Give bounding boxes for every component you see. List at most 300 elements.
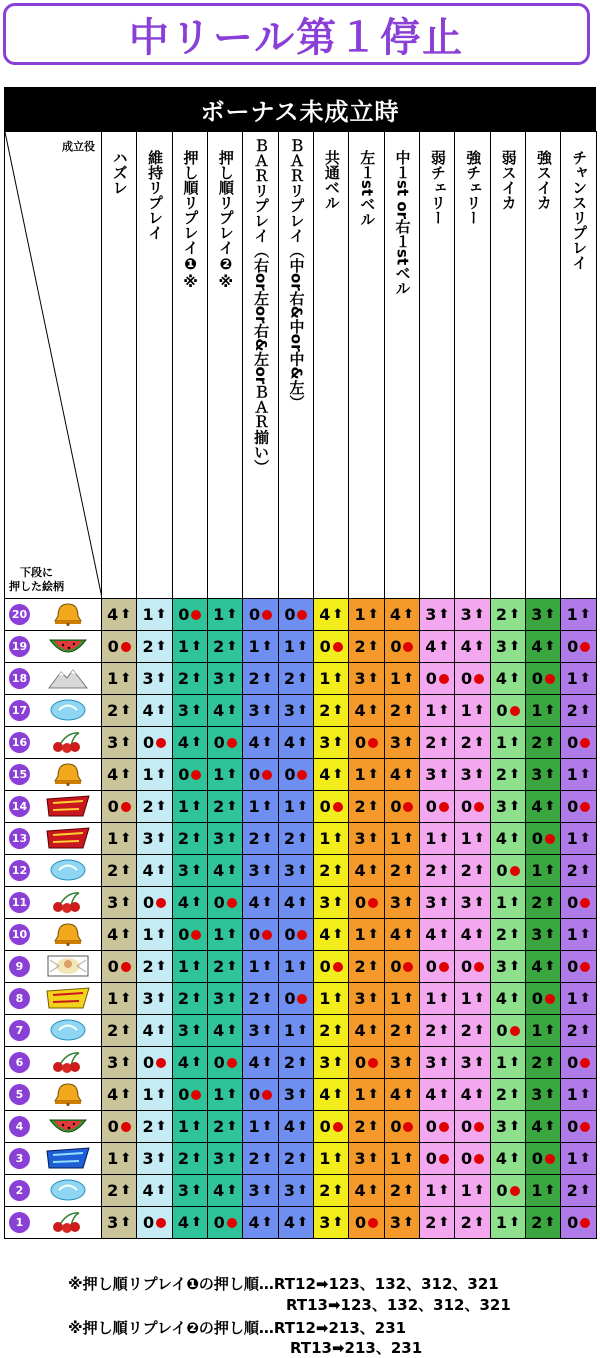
value-cell xyxy=(172,1015,207,1047)
slip-count: 0 xyxy=(390,797,402,816)
up-arrow-icon: ⬆ xyxy=(473,831,485,846)
column-header xyxy=(278,132,313,599)
slip-count: 1 xyxy=(425,829,437,848)
up-arrow-icon: ⬆ xyxy=(544,735,556,750)
slip-count: 2 xyxy=(531,733,543,752)
table-row xyxy=(5,1047,597,1079)
value-cell xyxy=(243,951,278,983)
up-arrow-icon: ⬆ xyxy=(155,1087,167,1102)
up-arrow-icon: ⬆ xyxy=(544,1119,556,1134)
value-cell xyxy=(208,599,243,631)
slip-count: 2 xyxy=(389,701,402,720)
value-cell xyxy=(490,1175,525,1207)
row-number-badge: 1 xyxy=(9,1212,30,1233)
value-cell xyxy=(137,823,172,855)
slip-count: 2 xyxy=(566,1181,578,1200)
up-arrow-icon: ⬆ xyxy=(403,927,414,942)
value-cell xyxy=(526,855,561,887)
row-label xyxy=(5,599,102,631)
reel-table xyxy=(4,131,597,1239)
value-cell xyxy=(278,855,313,887)
value-cell xyxy=(314,599,349,631)
row-number-badge: 4 xyxy=(9,1116,30,1137)
value-cell xyxy=(243,1111,278,1143)
value-cell xyxy=(490,1015,525,1047)
up-arrow-icon: ⬆ xyxy=(297,1023,308,1038)
slip-count: 0 xyxy=(107,797,119,816)
stop-dot-icon xyxy=(580,1058,590,1068)
replay-icon xyxy=(45,1178,91,1202)
slip-count: 3 xyxy=(425,605,437,624)
value-cell xyxy=(208,1079,243,1111)
slip-count: 1 xyxy=(107,669,119,688)
up-arrow-icon: ⬆ xyxy=(403,1183,414,1198)
up-arrow-icon: ⬆ xyxy=(403,671,414,686)
value-cell xyxy=(102,855,137,887)
column-header-label: 弱スイカ xyxy=(499,150,518,210)
up-arrow-icon: ⬆ xyxy=(332,1183,344,1198)
slip-count: 0 xyxy=(461,669,473,688)
slip-count: 3 xyxy=(177,861,189,880)
value-cell xyxy=(384,727,419,759)
up-arrow-icon: ⬆ xyxy=(367,1023,379,1038)
value-cell xyxy=(243,663,278,695)
stop-dot-icon xyxy=(227,898,237,908)
value-cell xyxy=(526,1079,561,1111)
slip-count: 4 xyxy=(142,1021,154,1040)
value-cell xyxy=(384,1143,419,1175)
table-corner xyxy=(5,132,102,599)
value-cell xyxy=(137,1111,172,1143)
slip-count: 3 xyxy=(531,1085,543,1104)
slip-count: 4 xyxy=(319,765,331,784)
slip-count: 0 xyxy=(567,637,579,656)
up-arrow-icon: ⬆ xyxy=(332,1151,344,1166)
slip-count: 4 xyxy=(319,925,331,944)
slip-count: 0 xyxy=(319,797,331,816)
value-cell xyxy=(314,919,349,951)
slip-count: 1 xyxy=(107,989,119,1008)
value-cell xyxy=(208,919,243,951)
slip-count: 4 xyxy=(495,669,508,688)
value-cell xyxy=(349,759,384,791)
stop-dot-icon xyxy=(262,930,272,940)
up-arrow-icon: ⬆ xyxy=(190,735,202,750)
column-header xyxy=(172,132,207,599)
value-cell xyxy=(102,1175,137,1207)
value-cell xyxy=(490,823,525,855)
slip-count: 0 xyxy=(284,989,296,1008)
value-cell xyxy=(561,1143,596,1175)
value-cell xyxy=(420,791,455,823)
row-number-badge: 16 xyxy=(9,732,30,753)
slip-count: 0 xyxy=(213,1053,225,1072)
value-cell xyxy=(102,791,137,823)
value-cell xyxy=(526,759,561,791)
value-cell xyxy=(349,1047,384,1079)
value-cell xyxy=(137,599,172,631)
up-arrow-icon: ⬆ xyxy=(544,799,556,814)
value-cell xyxy=(278,887,313,919)
value-cell xyxy=(420,983,455,1015)
value-cell xyxy=(561,887,596,919)
up-arrow-icon: ⬆ xyxy=(579,863,591,878)
slip-count: 0 xyxy=(178,925,190,944)
up-arrow-icon: ⬆ xyxy=(120,671,132,686)
value-cell xyxy=(384,599,419,631)
row-label xyxy=(5,823,102,855)
up-arrow-icon: ⬆ xyxy=(226,927,238,942)
value-cell xyxy=(420,1175,455,1207)
value-cell xyxy=(420,951,455,983)
row-label xyxy=(5,695,102,727)
slip-count: 0 xyxy=(567,1053,579,1072)
up-arrow-icon: ⬆ xyxy=(120,927,132,942)
slip-count: 2 xyxy=(389,1181,402,1200)
slip-count: 1 xyxy=(283,957,295,976)
value-cell xyxy=(420,1047,455,1079)
up-arrow-icon: ⬆ xyxy=(120,767,132,782)
slip-count: 1 xyxy=(354,925,366,944)
value-cell xyxy=(526,1207,561,1239)
up-arrow-icon: ⬆ xyxy=(438,863,450,878)
stop-dot-icon xyxy=(403,962,413,972)
slip-count: 1 xyxy=(283,797,295,816)
value-cell xyxy=(172,983,207,1015)
row-number-badge: 17 xyxy=(9,700,30,721)
stop-dot-icon xyxy=(121,1122,131,1132)
up-arrow-icon: ⬆ xyxy=(120,1055,132,1070)
up-arrow-icon: ⬆ xyxy=(332,1215,344,1230)
up-arrow-icon: ⬆ xyxy=(190,959,202,974)
slip-count: 2 xyxy=(283,1149,295,1168)
slip-count: 4 xyxy=(107,605,119,624)
up-arrow-icon: ⬆ xyxy=(120,1215,132,1230)
slip-count: 4 xyxy=(107,1085,119,1104)
slip-count: 0 xyxy=(248,1085,261,1104)
value-cell xyxy=(314,727,349,759)
slip-count: 2 xyxy=(107,1181,119,1200)
up-arrow-icon: ⬆ xyxy=(544,1183,556,1198)
value-cell xyxy=(526,791,561,823)
up-arrow-icon: ⬆ xyxy=(509,831,520,846)
slip-count: 4 xyxy=(213,1021,225,1040)
slip-count: 1 xyxy=(177,957,189,976)
row-label xyxy=(5,855,102,887)
value-cell xyxy=(314,951,349,983)
up-arrow-icon: ⬆ xyxy=(297,1119,308,1134)
up-arrow-icon: ⬆ xyxy=(297,895,308,910)
slip-count: 3 xyxy=(142,1149,154,1168)
row-number-badge: 20 xyxy=(9,604,30,625)
value-cell xyxy=(172,727,207,759)
value-cell xyxy=(455,1111,490,1143)
value-cell xyxy=(208,1175,243,1207)
up-arrow-icon: ⬆ xyxy=(367,927,379,942)
up-arrow-icon: ⬆ xyxy=(261,831,273,846)
up-arrow-icon: ⬆ xyxy=(509,959,520,974)
slip-count: 0 xyxy=(567,893,579,912)
slip-count: 2 xyxy=(248,1149,260,1168)
slip-count: 3 xyxy=(177,1181,189,1200)
column-header-label: 維持リプレイ xyxy=(146,150,165,240)
slip-count: 2 xyxy=(354,637,366,656)
slip-count: 1 xyxy=(495,1213,508,1232)
slip-count: 4 xyxy=(531,1117,543,1136)
up-arrow-icon: ⬆ xyxy=(579,703,591,718)
stop-dot-icon xyxy=(474,962,484,972)
slip-count: 2 xyxy=(142,957,154,976)
stop-dot-icon xyxy=(262,610,272,620)
slip-count: 4 xyxy=(213,861,225,880)
up-arrow-icon: ⬆ xyxy=(226,863,238,878)
slip-count: 2 xyxy=(425,1021,437,1040)
slip-count: 0 xyxy=(178,605,190,624)
replay-icon xyxy=(45,698,91,722)
value-cell xyxy=(420,663,455,695)
value-cell xyxy=(208,759,243,791)
value-cell xyxy=(349,1175,384,1207)
value-cell xyxy=(278,983,313,1015)
up-arrow-icon: ⬆ xyxy=(297,1087,308,1102)
value-cell xyxy=(172,951,207,983)
value-cell xyxy=(455,695,490,727)
value-cell xyxy=(420,1143,455,1175)
value-cell xyxy=(420,855,455,887)
bell-icon xyxy=(45,1082,91,1106)
slip-count: 1 xyxy=(319,989,331,1008)
table-row xyxy=(5,1111,597,1143)
table-row xyxy=(5,1207,597,1239)
stop-dot-icon xyxy=(368,898,378,908)
slip-count: 2 xyxy=(177,829,189,848)
up-arrow-icon: ⬆ xyxy=(261,863,273,878)
up-arrow-icon: ⬆ xyxy=(120,1183,132,1198)
value-cell xyxy=(172,1111,207,1143)
slip-count: 3 xyxy=(319,733,331,752)
note-1a: ※押し順リプレイ❶の押し順…RT12➡123、132、312、321 xyxy=(68,1275,499,1293)
value-cell xyxy=(349,1207,384,1239)
slip-count: 3 xyxy=(460,893,472,912)
note-2a: ※押し順リプレイ❷の押し順…RT12➡213、231 xyxy=(68,1319,407,1337)
up-arrow-icon: ⬆ xyxy=(155,671,167,686)
value-cell xyxy=(561,1079,596,1111)
stop-dot-icon xyxy=(156,1058,166,1068)
value-cell xyxy=(384,919,419,951)
slip-count: 0 xyxy=(567,797,579,816)
column-header-label: 中１st or右１stベル xyxy=(393,150,412,296)
slip-count: 4 xyxy=(177,893,189,912)
table-row xyxy=(5,759,597,791)
up-arrow-icon: ⬆ xyxy=(226,1151,238,1166)
row-number-badge: 13 xyxy=(9,828,30,849)
slip-count: 2 xyxy=(566,861,578,880)
up-arrow-icon: ⬆ xyxy=(544,639,556,654)
up-arrow-icon: ⬆ xyxy=(367,671,379,686)
row-label xyxy=(5,1143,102,1175)
up-arrow-icon: ⬆ xyxy=(438,1087,450,1102)
stop-dot-icon xyxy=(333,642,343,652)
slip-count: 1 xyxy=(354,1085,366,1104)
row-label xyxy=(5,631,102,663)
slip-count: 3 xyxy=(389,733,402,752)
up-arrow-icon: ⬆ xyxy=(190,831,202,846)
value-cell xyxy=(278,631,313,663)
value-cell xyxy=(314,983,349,1015)
stop-dot-icon xyxy=(545,834,555,844)
up-arrow-icon: ⬆ xyxy=(190,1215,202,1230)
value-cell xyxy=(526,727,561,759)
value-cell xyxy=(349,855,384,887)
up-arrow-icon: ⬆ xyxy=(438,831,450,846)
slip-count: 4 xyxy=(142,861,154,880)
slip-count: 0 xyxy=(142,893,155,912)
slip-count: 4 xyxy=(495,829,508,848)
value-cell xyxy=(420,1111,455,1143)
value-cell xyxy=(208,1111,243,1143)
slip-count: 1 xyxy=(495,893,508,912)
up-arrow-icon: ⬆ xyxy=(544,767,556,782)
value-cell xyxy=(172,1079,207,1111)
value-cell xyxy=(208,695,243,727)
cherry-icon xyxy=(45,1210,91,1234)
up-arrow-icon: ⬆ xyxy=(579,671,591,686)
up-arrow-icon: ⬆ xyxy=(190,1119,202,1134)
value-cell xyxy=(420,887,455,919)
value-cell xyxy=(137,983,172,1015)
value-cell xyxy=(314,759,349,791)
slip-count: 4 xyxy=(354,861,366,880)
row-label xyxy=(5,1079,102,1111)
value-cell xyxy=(490,663,525,695)
up-arrow-icon: ⬆ xyxy=(155,799,167,814)
slip-count: 0 xyxy=(319,957,331,976)
table-row xyxy=(5,855,597,887)
stop-dot-icon xyxy=(403,802,413,812)
column-header-label: 押し順リプレイ❷※ xyxy=(216,150,235,291)
slip-count: 0 xyxy=(213,733,225,752)
slip-count: 0 xyxy=(567,957,579,976)
value-cell xyxy=(314,1143,349,1175)
value-cell xyxy=(102,1079,137,1111)
up-arrow-icon: ⬆ xyxy=(544,1215,556,1230)
up-arrow-icon: ⬆ xyxy=(438,1055,450,1070)
slip-count: 3 xyxy=(495,1117,508,1136)
up-arrow-icon: ⬆ xyxy=(403,767,414,782)
slip-count: 2 xyxy=(495,765,508,784)
table-row xyxy=(5,727,597,759)
stop-dot-icon xyxy=(403,1122,413,1132)
value-cell xyxy=(490,759,525,791)
column-header xyxy=(243,132,278,599)
value-cell xyxy=(208,983,243,1015)
up-arrow-icon: ⬆ xyxy=(473,767,485,782)
value-cell xyxy=(384,983,419,1015)
value-cell xyxy=(561,919,596,951)
up-arrow-icon: ⬆ xyxy=(297,671,308,686)
value-cell xyxy=(278,759,313,791)
value-cell xyxy=(208,1143,243,1175)
slip-count: 3 xyxy=(283,1085,295,1104)
slip-count: 1 xyxy=(319,1149,331,1168)
slip-count: 1 xyxy=(566,765,578,784)
up-arrow-icon: ⬆ xyxy=(155,959,167,974)
slip-count: 2 xyxy=(142,797,154,816)
value-cell xyxy=(243,983,278,1015)
slip-count: 1 xyxy=(460,1181,472,1200)
up-arrow-icon: ⬆ xyxy=(261,1023,273,1038)
up-arrow-icon: ⬆ xyxy=(120,863,132,878)
value-cell xyxy=(102,1111,137,1143)
value-cell xyxy=(349,663,384,695)
up-arrow-icon: ⬆ xyxy=(190,1151,202,1166)
up-arrow-icon: ⬆ xyxy=(438,767,450,782)
up-arrow-icon: ⬆ xyxy=(473,1087,485,1102)
value-cell xyxy=(420,631,455,663)
value-cell xyxy=(561,1175,596,1207)
up-arrow-icon: ⬆ xyxy=(367,959,379,974)
row-number-badge: 9 xyxy=(9,956,30,977)
up-arrow-icon: ⬆ xyxy=(403,991,414,1006)
slip-count: 3 xyxy=(107,1053,119,1072)
up-arrow-icon: ⬆ xyxy=(438,1183,450,1198)
stop-dot-icon xyxy=(545,994,555,1004)
slip-count: 0 xyxy=(496,1181,508,1200)
up-arrow-icon: ⬆ xyxy=(367,1087,379,1102)
up-arrow-icon: ⬆ xyxy=(544,1023,556,1038)
slip-count: 1 xyxy=(248,1117,260,1136)
row-number-badge: 8 xyxy=(9,988,30,1009)
value-cell xyxy=(349,791,384,823)
slip-count: 1 xyxy=(566,1149,578,1168)
value-cell xyxy=(172,791,207,823)
table-row xyxy=(5,1175,597,1207)
up-arrow-icon: ⬆ xyxy=(367,991,379,1006)
value-cell xyxy=(349,919,384,951)
row-label xyxy=(5,1207,102,1239)
row-label xyxy=(5,1047,102,1079)
stop-dot-icon xyxy=(121,642,131,652)
value-cell xyxy=(208,1207,243,1239)
row-number-badge: 11 xyxy=(9,892,30,913)
value-cell xyxy=(137,919,172,951)
up-arrow-icon: ⬆ xyxy=(226,767,238,782)
value-cell xyxy=(172,1207,207,1239)
slip-count: 3 xyxy=(389,1053,402,1072)
slip-count: 1 xyxy=(248,797,260,816)
slip-count: 2 xyxy=(319,861,331,880)
value-cell xyxy=(384,1175,419,1207)
stop-dot-icon xyxy=(580,1218,590,1228)
up-arrow-icon: ⬆ xyxy=(120,991,132,1006)
value-cell xyxy=(455,919,490,951)
value-cell xyxy=(420,1079,455,1111)
value-cell xyxy=(490,983,525,1015)
slip-count: 4 xyxy=(107,925,119,944)
slip-count: 4 xyxy=(354,1181,366,1200)
up-arrow-icon: ⬆ xyxy=(261,735,273,750)
up-arrow-icon: ⬆ xyxy=(403,831,414,846)
slip-count: 3 xyxy=(248,1021,260,1040)
slip-count: 3 xyxy=(389,893,402,912)
value-cell xyxy=(208,1047,243,1079)
slip-count: 1 xyxy=(566,605,578,624)
column-header xyxy=(561,132,596,599)
slip-count: 1 xyxy=(566,829,578,848)
row-label xyxy=(5,983,102,1015)
slip-count: 3 xyxy=(460,765,472,784)
slip-count: 3 xyxy=(354,829,366,848)
